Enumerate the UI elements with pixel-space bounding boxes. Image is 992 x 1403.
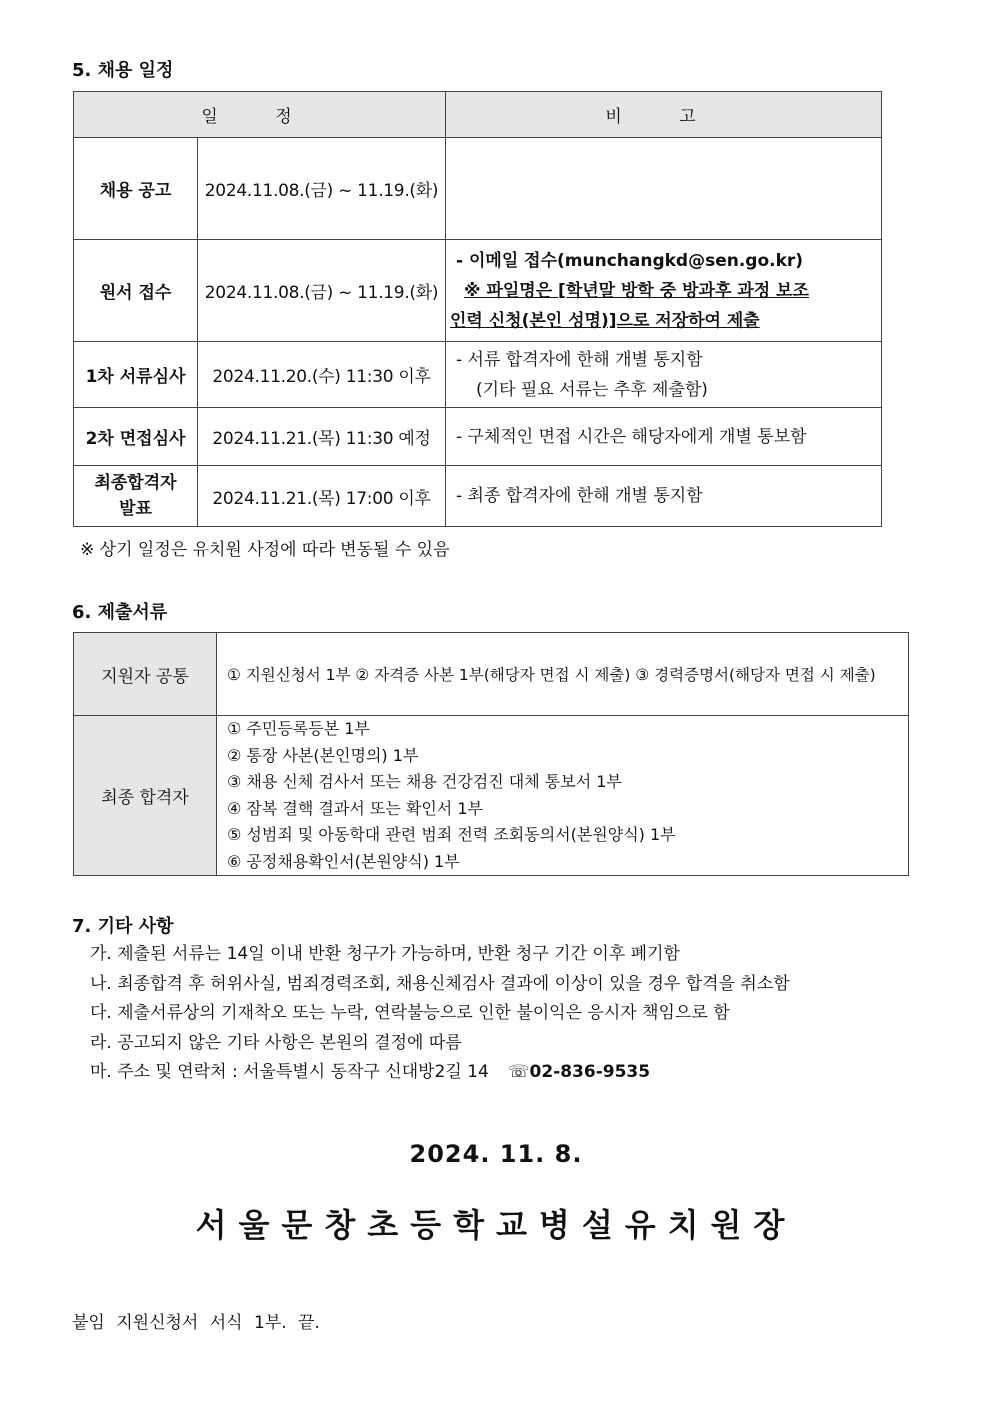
row-date: 2024.11.21.(목) 11:30 예정 bbox=[198, 408, 446, 466]
row-label-line: 발표 bbox=[119, 499, 152, 519]
row-note bbox=[446, 240, 882, 342]
schedule-header-row bbox=[74, 92, 882, 138]
note-line: - 이메일 접수(munchangkd@sen.go.kr) bbox=[456, 250, 804, 271]
row-label: 2차 면접심사 bbox=[74, 408, 198, 466]
table-row bbox=[74, 240, 882, 342]
section5-title: 5. 채용 일정 bbox=[72, 60, 174, 81]
section6-title: 6. 제출서류 bbox=[72, 602, 168, 623]
attachment-note: 붙임 지원신청서 서식 1부. 끝. bbox=[72, 1313, 320, 1333]
note-line: 인력 신청(본인 성명)]으로 저장하여 제출 bbox=[450, 310, 760, 331]
table-row bbox=[74, 633, 909, 716]
list-item: ③ 채용 신체 검사서 또는 채용 건강검진 대체 통보서 1부 bbox=[227, 772, 622, 791]
list-item: ④ 잠복 결핵 결과서 또는 확인서 1부 bbox=[227, 798, 483, 818]
note-line: - 구체적인 면접 시간은 해당자에게 개별 통보함 bbox=[456, 426, 807, 447]
header-schedule: 일 정 bbox=[74, 92, 446, 138]
contact-line bbox=[90, 1058, 790, 1088]
row-date: 2024.11.08.(금) ~ 11.19.(화) bbox=[198, 138, 446, 240]
row-label: 1차 서류심사 bbox=[74, 342, 198, 408]
final-label: 최종 합격자 bbox=[74, 716, 217, 876]
list-item: ⑥ 공정채용확인서(본원양식) 1부 bbox=[227, 851, 460, 871]
common-label: 지원자 공통 bbox=[74, 633, 217, 716]
documents-table bbox=[73, 632, 909, 876]
list-item: ② 통장 사본(본인명의) 1부 bbox=[227, 745, 419, 765]
row-note bbox=[446, 466, 882, 527]
row-label: 원서 접수 bbox=[74, 240, 198, 342]
schedule-footnote: ※ 상기 일정은 유치원 사정에 따라 변동될 수 있음 bbox=[80, 540, 450, 560]
row-label-line: 최종합격자 bbox=[94, 473, 177, 493]
list-item: ⑤ 성범죄 및 아동학대 관련 범죄 전력 조회동의서(본원양식) 1부 bbox=[227, 825, 676, 844]
list-item: 가. 제출된 서류는 14일 이내 반환 청구가 가능하며, 반환 청구 기간 이후 폐기함 bbox=[90, 944, 680, 964]
schedule-table bbox=[73, 91, 882, 527]
row-date: 2024.11.20.(수) 11:30 이후 bbox=[198, 342, 446, 408]
table-row bbox=[74, 716, 909, 876]
list-item: ① 주민등록등본 1부 bbox=[227, 719, 370, 738]
row-date: 2024.11.21.(목) 17:00 이후 bbox=[198, 466, 446, 527]
row-note bbox=[446, 138, 882, 240]
signer: 서울문창초등학교병설유치원장 bbox=[195, 1206, 797, 1244]
note-line: - 최종 합격자에 한해 개별 통지함 bbox=[456, 486, 703, 506]
note-line: ※ 파일명은 [학년말 방학 중 방과후 과정 보조 bbox=[464, 280, 809, 301]
list-item: 라. 공고되지 않은 기타 사항은 본원의 결정에 따름 bbox=[90, 1032, 462, 1053]
list-item: 나. 최종합격 후 허위사실, 범죄경력조회, 채용신체검사 결과에 이상이 있을 경우 합격을 취소함 bbox=[90, 973, 790, 994]
section7-title: 7. 기타 사항 bbox=[72, 916, 174, 937]
table-row bbox=[74, 466, 882, 527]
phone-icon: ☏ bbox=[508, 1062, 530, 1082]
phone-number: 02-836-9535 bbox=[529, 1062, 651, 1082]
document-date: 2024. 11. 8. bbox=[409, 1140, 583, 1168]
header-remarks: 비 고 bbox=[446, 92, 882, 138]
row-note bbox=[446, 408, 882, 466]
table-row bbox=[74, 408, 882, 466]
row-date: 2024.11.08.(금) ~ 11.19.(화) bbox=[198, 240, 446, 342]
row-note bbox=[446, 342, 882, 408]
common-content: ① 지원신청서 1부 ② 자격증 사본 1부(해당자 면접 시 제출) ③ 경력증명서(해당자 면접 시 제출) bbox=[217, 633, 909, 716]
misc-list bbox=[90, 940, 790, 1088]
table-row bbox=[74, 138, 882, 240]
row-label bbox=[74, 466, 198, 527]
list-item: 다. 제출서류상의 기재착오 또는 누락, 연락불능으로 인한 불이익은 응시자 책임으로 함 bbox=[90, 1003, 730, 1023]
contact-address: 마. 주소 및 연락처 : 서울특별시 동작구 신대방2길 14 bbox=[90, 1062, 489, 1082]
note-line: - 서류 합격자에 한해 개별 통지함 bbox=[456, 349, 703, 370]
table-row bbox=[74, 342, 882, 408]
note-line: (기타 필요 서류는 추후 제출함) bbox=[476, 379, 708, 400]
row-label: 채용 공고 bbox=[74, 138, 198, 240]
final-list bbox=[217, 716, 909, 876]
